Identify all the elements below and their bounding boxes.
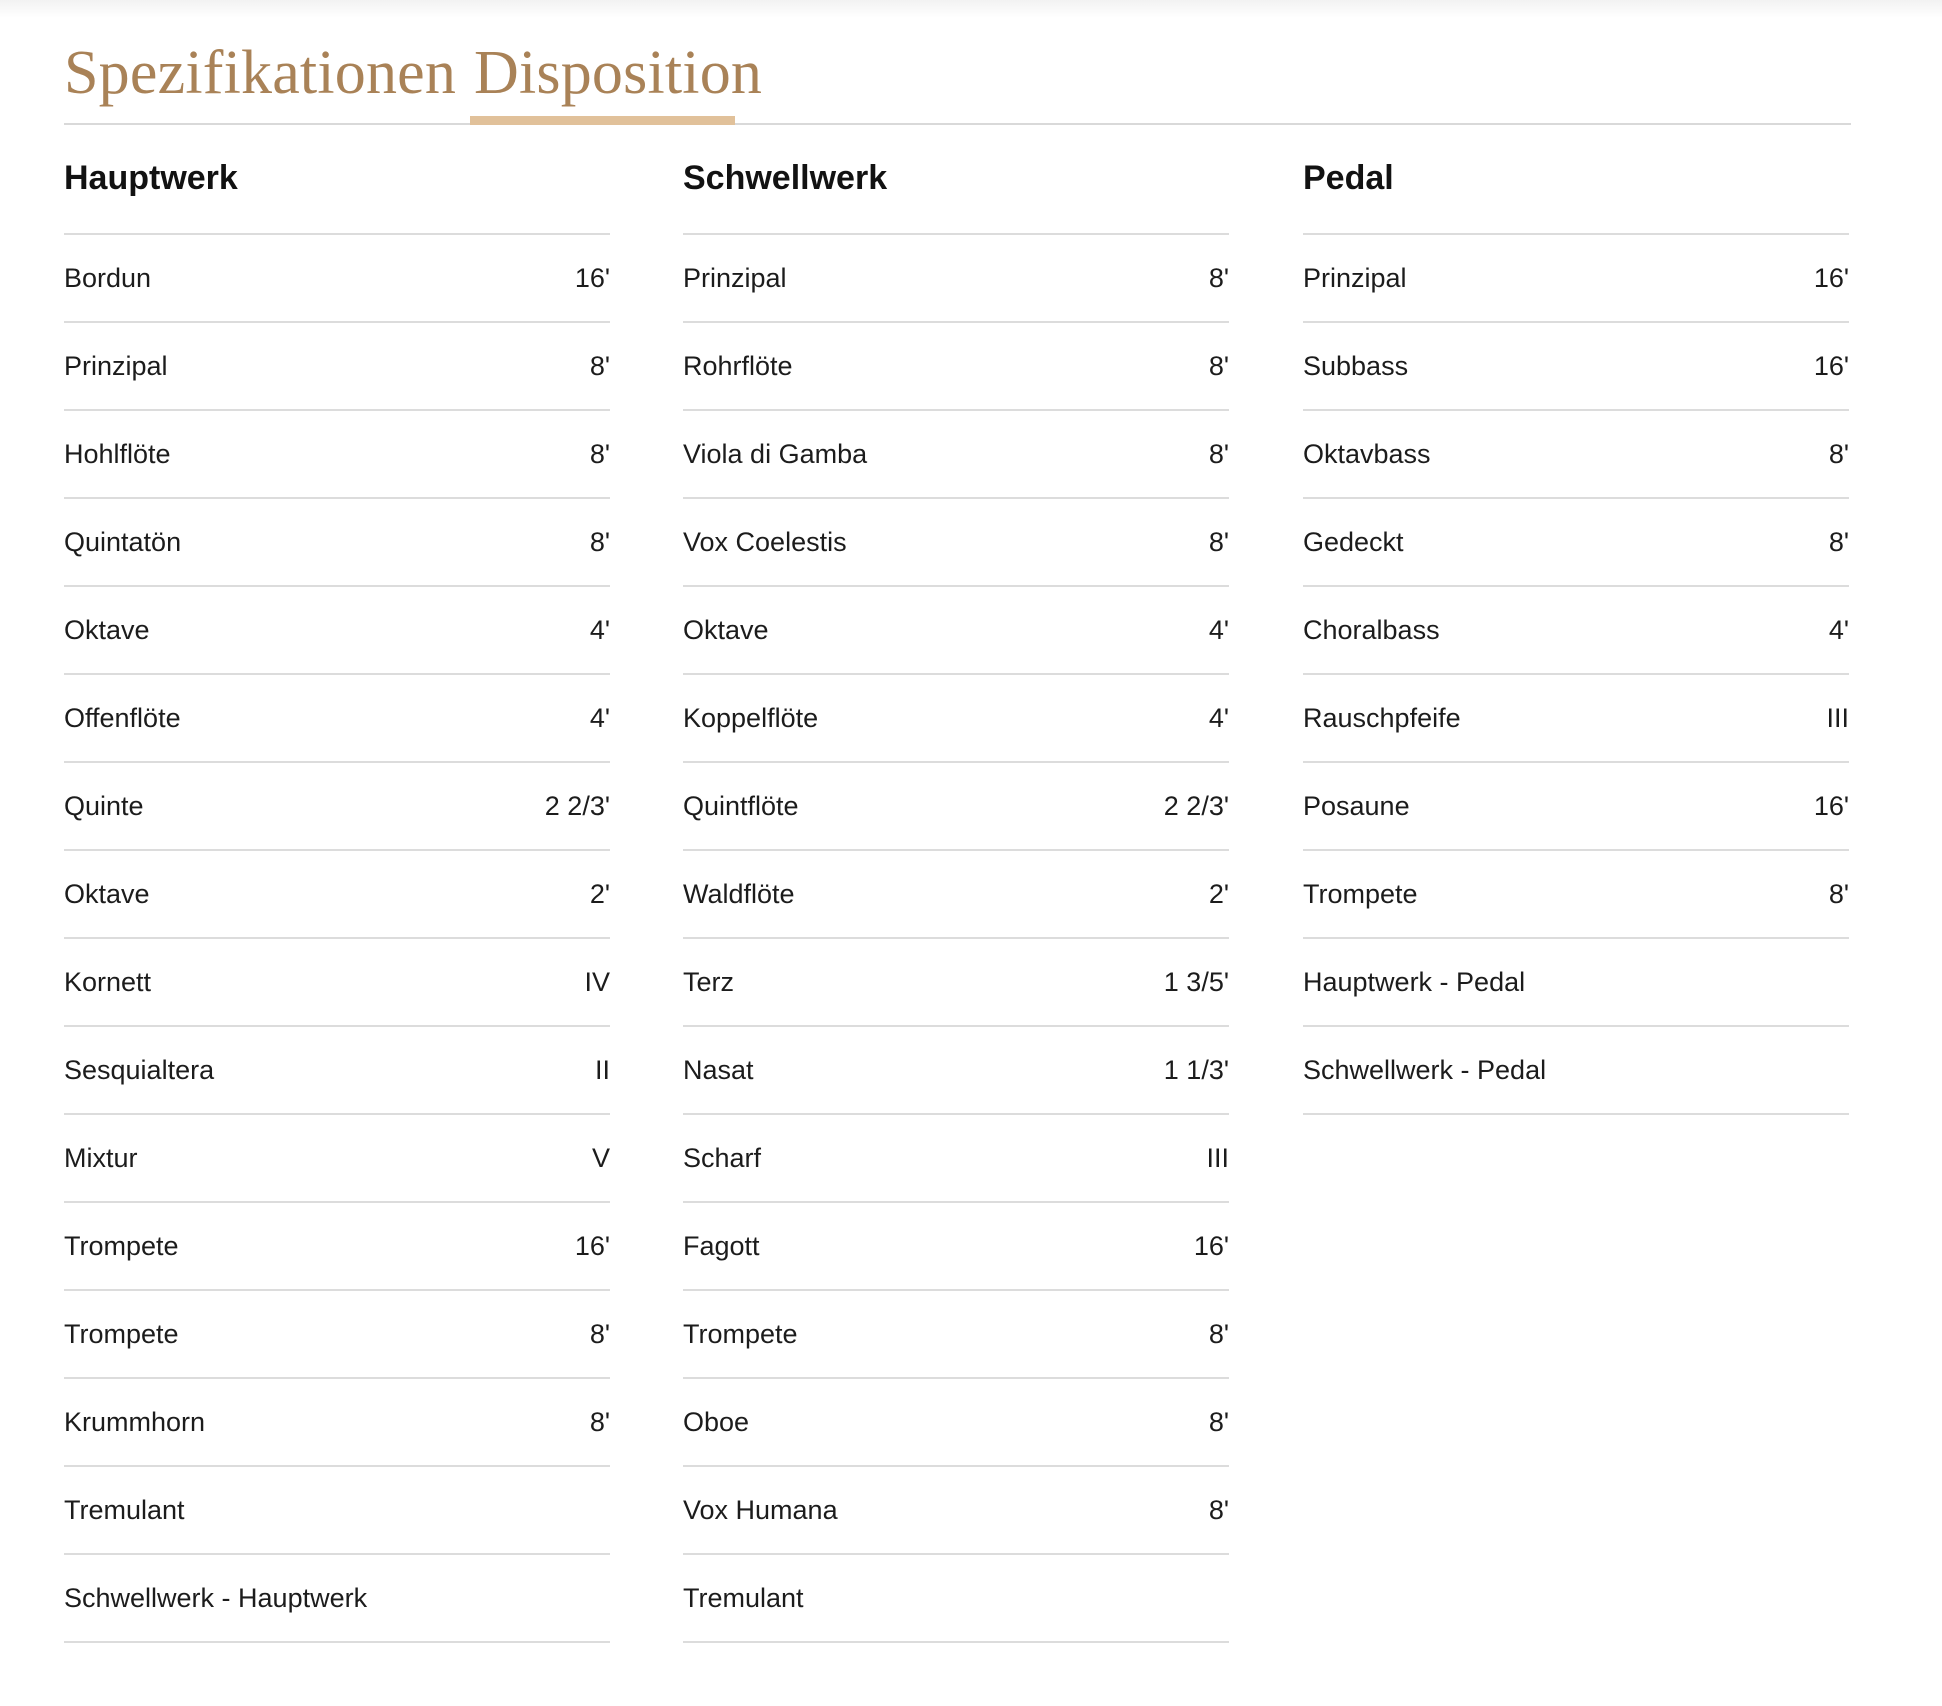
stop-name: Kornett [64,966,152,997]
stop-row [64,1379,610,1467]
stop-footage: 16' [574,1230,610,1261]
stop-footage: 8' [589,1318,610,1349]
stop-footage: 8' [1208,1406,1229,1437]
stop-footage: II [594,1054,610,1085]
stop-row [1303,499,1849,587]
stop-row [64,411,610,499]
stop-footage: 16' [574,262,610,293]
stop-footage: V [591,1142,610,1173]
stop-name: Vox Coelestis [683,526,847,557]
stop-row [1303,675,1849,763]
stop-footage: 16' [1813,790,1849,821]
column-title: Schwellwerk [683,125,1229,235]
tab-spezifikationen-label: Spezifikationen [64,39,457,107]
stop-name: Nasat [683,1054,754,1085]
stop-row [64,851,610,939]
stop-row [1303,851,1849,939]
stop-row [1303,763,1849,851]
stop-row [683,1115,1229,1203]
stop-row [1303,235,1849,323]
stop-row [683,323,1229,411]
tab-bar [64,0,1851,125]
stop-list [683,235,1229,1643]
stop-footage: III [1206,1142,1229,1173]
stop-footage: 1 3/5' [1163,966,1229,997]
schwellwerk-column [683,125,1229,1643]
stop-row [683,1203,1229,1291]
stop-list [64,235,610,1643]
stop-name: Quinte [64,790,144,821]
stop-name: Oktave [683,614,769,645]
stop-name: Hauptwerk - Pedal [1303,966,1526,997]
stop-footage: 4' [1208,702,1229,733]
stop-footage: 1 1/3' [1163,1054,1229,1085]
stop-name: Oboe [683,1406,750,1437]
stop-name: Prinzipal [683,262,787,293]
stop-footage: 8' [1208,526,1229,557]
stop-name: Fagott [683,1230,760,1261]
stop-name: Schwellwerk - Pedal [1303,1054,1547,1085]
stop-name: Quintatön [64,526,182,557]
stop-row [683,675,1229,763]
tab-disposition[interactable] [470,0,763,125]
stop-footage: 8' [1828,878,1849,909]
stop-name: Hohlflöte [64,438,171,469]
stop-row [683,939,1229,1027]
stop-row [683,1555,1229,1643]
stop-row [64,1115,610,1203]
stop-name: Trompete [1303,878,1418,909]
stop-name: Oktave [64,614,150,645]
stop-name: Trompete [683,1318,798,1349]
stop-name: Gedeckt [1303,526,1404,557]
stop-footage: IV [584,966,610,997]
stop-row [64,675,610,763]
stop-footage: 8' [1208,262,1229,293]
stop-name: Rauschpfeife [1303,702,1461,733]
stop-footage: 4' [1208,614,1229,645]
stop-footage: 2' [1208,878,1229,909]
stop-row [64,323,610,411]
stop-footage: 2 2/3' [1163,790,1229,821]
tab-spezifikationen[interactable] [64,0,457,125]
stop-footage: 8' [589,1406,610,1437]
stop-footage: 4' [589,702,610,733]
stop-name: Prinzipal [64,350,168,381]
stop-name: Vox Humana [683,1494,838,1525]
stop-row [64,1203,610,1291]
column-title: Pedal [1303,125,1849,235]
stop-footage: 16' [1193,1230,1229,1261]
stop-name: Prinzipal [1303,262,1407,293]
stop-row [64,939,610,1027]
stop-name: Sesquialtera [64,1054,215,1085]
active-tab-indicator [470,116,735,125]
tab-disposition-label: Disposition [474,39,763,107]
stop-footage: 8' [589,438,610,469]
stop-name: Scharf [683,1142,762,1173]
hauptwerk-column [64,125,610,1643]
stop-row [683,763,1229,851]
stop-row [683,499,1229,587]
stop-row [683,1379,1229,1467]
stop-row [1303,411,1849,499]
stop-row [683,1291,1229,1379]
stop-name: Terz [683,966,735,997]
stop-row [64,1027,610,1115]
stop-name: Trompete [64,1230,179,1261]
stop-list [1303,235,1849,1115]
stop-footage: III [1826,702,1849,733]
stop-name: Oktave [64,878,150,909]
stop-row [64,1555,610,1643]
stop-name: Koppelflöte [683,702,819,733]
stop-row [683,235,1229,323]
stop-name: Offenflöte [64,702,181,733]
stop-row [1303,323,1849,411]
stop-row [683,851,1229,939]
stop-name: Posaune [1303,790,1410,821]
stop-row [64,235,610,323]
stop-footage: 8' [589,526,610,557]
stop-footage: 2' [589,878,610,909]
stop-footage: 4' [589,614,610,645]
stop-footage: 8' [1208,438,1229,469]
stop-name: Tremulant [64,1494,185,1525]
stop-row [1303,1027,1849,1115]
stop-footage: 16' [1813,262,1849,293]
stop-row [683,587,1229,675]
stop-row [683,1027,1229,1115]
stop-row [64,587,610,675]
stop-name: Quintflöte [683,790,799,821]
stop-name: Subbass [1303,350,1409,381]
stop-footage: 8' [1208,1318,1229,1349]
stop-name: Viola di Gamba [683,438,868,469]
stop-footage: 4' [1828,614,1849,645]
stop-footage: 16' [1813,350,1849,381]
stop-row [683,1467,1229,1555]
stop-row [64,1467,610,1555]
stop-footage: 8' [1828,526,1849,557]
pedal-column [1303,125,1849,1115]
stop-footage: 8' [589,350,610,381]
stop-name: Trompete [64,1318,179,1349]
stop-footage: 8' [1208,350,1229,381]
stop-row [64,1291,610,1379]
stop-row [683,411,1229,499]
stop-name: Waldflöte [683,878,795,909]
stop-name: Mixtur [64,1142,138,1173]
stop-name: Schwellwerk - Hauptwerk [64,1582,368,1613]
stop-row [1303,587,1849,675]
stop-footage: 8' [1828,438,1849,469]
stop-name: Krummhorn [64,1406,206,1437]
stop-footage: 8' [1208,1494,1229,1525]
stop-name: Bordun [64,262,152,293]
stop-row [1303,939,1849,1027]
stop-name: Tremulant [683,1582,804,1613]
stop-name: Rohrflöte [683,350,793,381]
stop-row [64,763,610,851]
stop-row [64,499,610,587]
stop-footage: 2 2/3' [544,790,610,821]
stop-name: Choralbass [1303,614,1440,645]
column-title: Hauptwerk [64,125,610,235]
stop-name: Oktavbass [1303,438,1431,469]
